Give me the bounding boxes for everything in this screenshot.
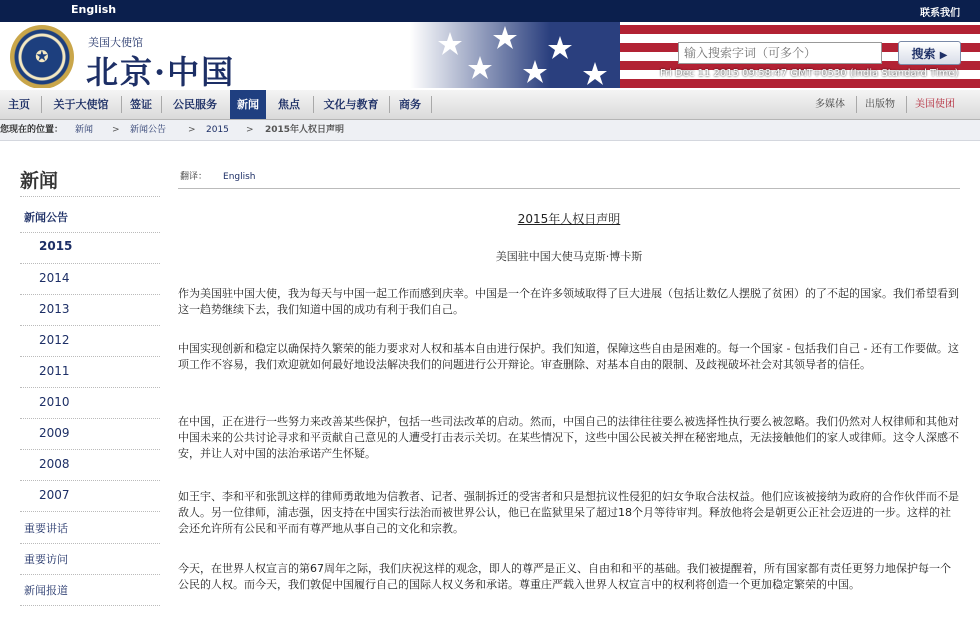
breadcrumb-item-year[interactable]: 2015 [206, 125, 229, 135]
site-title[interactable]: 北京·中国 [86, 53, 236, 88]
nav-divider [389, 96, 390, 113]
translation-label: 翻译： [180, 172, 208, 182]
sidebar-divider [20, 232, 160, 233]
nav-util-multimedia[interactable]: 多媒体 [815, 99, 845, 110]
nav-item-visa[interactable]: 签证 [130, 98, 152, 111]
sidebar-item-announcements[interactable]: 新闻公告 [24, 211, 68, 224]
nav-divider [121, 96, 122, 113]
search-input[interactable] [678, 42, 882, 64]
nav-item-news[interactable]: 新闻 [230, 90, 266, 119]
sidebar-divider [20, 196, 160, 197]
article-paragraph: 如王宇、李和平和张凯这样的律师勇敢地为信教者、记者、强制拆迁的受害者和只是想抗议性侵犯的妇女争取合法权益。他们应该被接纳为政府的合作伙伴而不是敌人。另一位律师，浦志强，因支持在中国实行法治而被世界公认，他已在监狱里呆了超过18个月等待审判。释放他将会是朝更公正社会迈进的一步。这样的社会还允许所有公民和平而有尊严地从事自己的文化和宗教。 [178, 490, 959, 535]
breadcrumb-separator: > [188, 125, 196, 135]
breadcrumb-separator: > [246, 125, 254, 135]
current-datetime: Fri Dec 11 2015 09:58:47 GMT+0530 (India Standard Time) [660, 68, 959, 79]
sidebar-year-2007[interactable]: 2007 [39, 488, 70, 502]
content-divider [178, 188, 960, 189]
sidebar-year-2015[interactable]: 2015 [39, 239, 73, 253]
flag-star-icon [548, 36, 572, 59]
article-paragraph: 中国实现创新和稳定以确保持久繁荣的能力要求对人权和基本自由进行保护。我们知道，保障这些自由是困难的。每一个国家 - 包括我们自己 - 还有工作要做。这项工作不容易，我们欢迎就如何最好地设法解决我们的问题进行公开辩论。审查删除、对基本自由的限制、及歧视破坏社会对其领导者的信任。 [178, 342, 959, 371]
sidebar-divider [20, 325, 160, 326]
nav-divider [41, 96, 42, 113]
nav-item-business[interactable]: 商务 [399, 98, 421, 111]
sidebar-year-2014[interactable]: 2014 [39, 271, 70, 285]
translation-english-link[interactable]: English [223, 172, 256, 182]
top-bar [0, 0, 980, 22]
contact-link[interactable]: 联系我们 [920, 8, 960, 19]
nav-divider [431, 96, 432, 113]
search-button[interactable] [898, 41, 961, 65]
sidebar-item-speeches[interactable]: 重要讲话 [24, 522, 68, 535]
sidebar-divider [20, 480, 160, 481]
breadcrumb-separator: > [112, 125, 120, 135]
breadcrumb-label: 您现在的位置： [0, 125, 64, 135]
site-header [0, 22, 980, 88]
sidebar-year-2011[interactable]: 2011 [39, 364, 70, 378]
embassy-seal-icon[interactable] [10, 25, 74, 88]
flag-star-icon [583, 62, 607, 85]
sidebar-year-2008[interactable]: 2008 [39, 457, 70, 471]
sidebar-divider [20, 511, 160, 512]
search-button-label: 搜索 [911, 46, 936, 61]
sidebar-year-2010[interactable]: 2010 [39, 395, 70, 409]
sidebar-divider [20, 574, 160, 575]
arrow-right-icon: ▶ [939, 49, 948, 61]
nav-item-citizen-services[interactable]: 公民服务 [173, 98, 217, 111]
sidebar-divider [20, 294, 160, 295]
sidebar-divider [20, 449, 160, 450]
nav-item-about[interactable]: 关于大使馆 [53, 98, 109, 111]
sidebar-item-press-reports[interactable]: 新闻报道 [24, 584, 68, 597]
eagle-icon: ✪ [35, 47, 49, 66]
nav-util-us-mission[interactable]: 美国使团 [915, 99, 955, 110]
article-paragraph: 作为美国驻中国大使，我为每天与中国一起工作而感到庆幸。中国是一个在许多领域取得了巨大进展（包括让数亿人摆脱了贫困）的了不起的国家。我们希望看到这一趋势继续下去，我们知道中国的成功有利于我们自己。 [178, 287, 959, 316]
translation-bar [180, 169, 256, 182]
nav-divider [856, 96, 857, 113]
nav-util-publications[interactable]: 出版物 [865, 99, 895, 110]
breadcrumb [0, 120, 980, 141]
article-paragraph: 今天，在世界人权宣言的第67周年之际，我们庆祝这样的观念，即人的尊严是正义、自由和和平的基础。我们被提醒着，所有国家都有责任更努力地保护每一个公民的人权。而今天，我们敦促中国履行自己的国际人权义务和承诺。尊重庄严载入世界人权宣言中的权利将创造一个更加稳定繁荣的中国。 [178, 562, 951, 591]
flag-fade [410, 22, 550, 88]
sidebar-year-2012[interactable]: 2012 [39, 333, 70, 347]
nav-divider [313, 96, 314, 113]
nav-item-home[interactable]: 主页 [8, 98, 30, 111]
sidebar-divider [20, 543, 160, 544]
site-subtitle: 美国大使馆 [88, 36, 143, 49]
sidebar-year-2013[interactable]: 2013 [39, 302, 70, 316]
nav-divider [161, 96, 162, 113]
sidebar-item-visits[interactable]: 重要访问 [24, 553, 68, 566]
sidebar-divider [20, 356, 160, 357]
nav-item-culture-education[interactable]: 文化与教育 [323, 98, 379, 111]
sidebar-divider [20, 418, 160, 419]
sidebar-divider [20, 387, 160, 388]
sidebar-divider [20, 263, 160, 264]
breadcrumb-current: 2015年人权日声明 [265, 125, 345, 135]
sidebar-divider [20, 605, 160, 606]
nav-divider [906, 96, 907, 113]
breadcrumb-item-announcements[interactable]: 新闻公告 [130, 125, 167, 135]
sidebar-year-2009[interactable]: 2009 [39, 426, 70, 440]
nav-item-focus[interactable]: 焦点 [278, 98, 300, 111]
page-title: 2015年人权日声明 [517, 212, 621, 226]
breadcrumb-item-news[interactable]: 新闻 [75, 125, 94, 135]
english-link[interactable]: English [71, 3, 117, 16]
main-nav [0, 90, 980, 120]
sidebar-title: 新闻 [20, 170, 59, 192]
article-paragraph: 在中国，正在进行一些努力来改善某些保护，包括一些司法改革的启动。然而，中国自己的法律往往要么被选择性执行要么被忽略。我们仍然对人权律师和其他对中国未来的公共讨论寻求和平贡献自己意见的人遭受打击表示关切。在某些情况下，这些中国公民被关押在秘密地点，无法接触他们的家人或律师。这令人深感不安，并让人对中国的法治承诺产生怀疑。 [178, 415, 959, 460]
article-byline: 美国驻中国大使马克斯·博卡斯 [495, 250, 643, 263]
